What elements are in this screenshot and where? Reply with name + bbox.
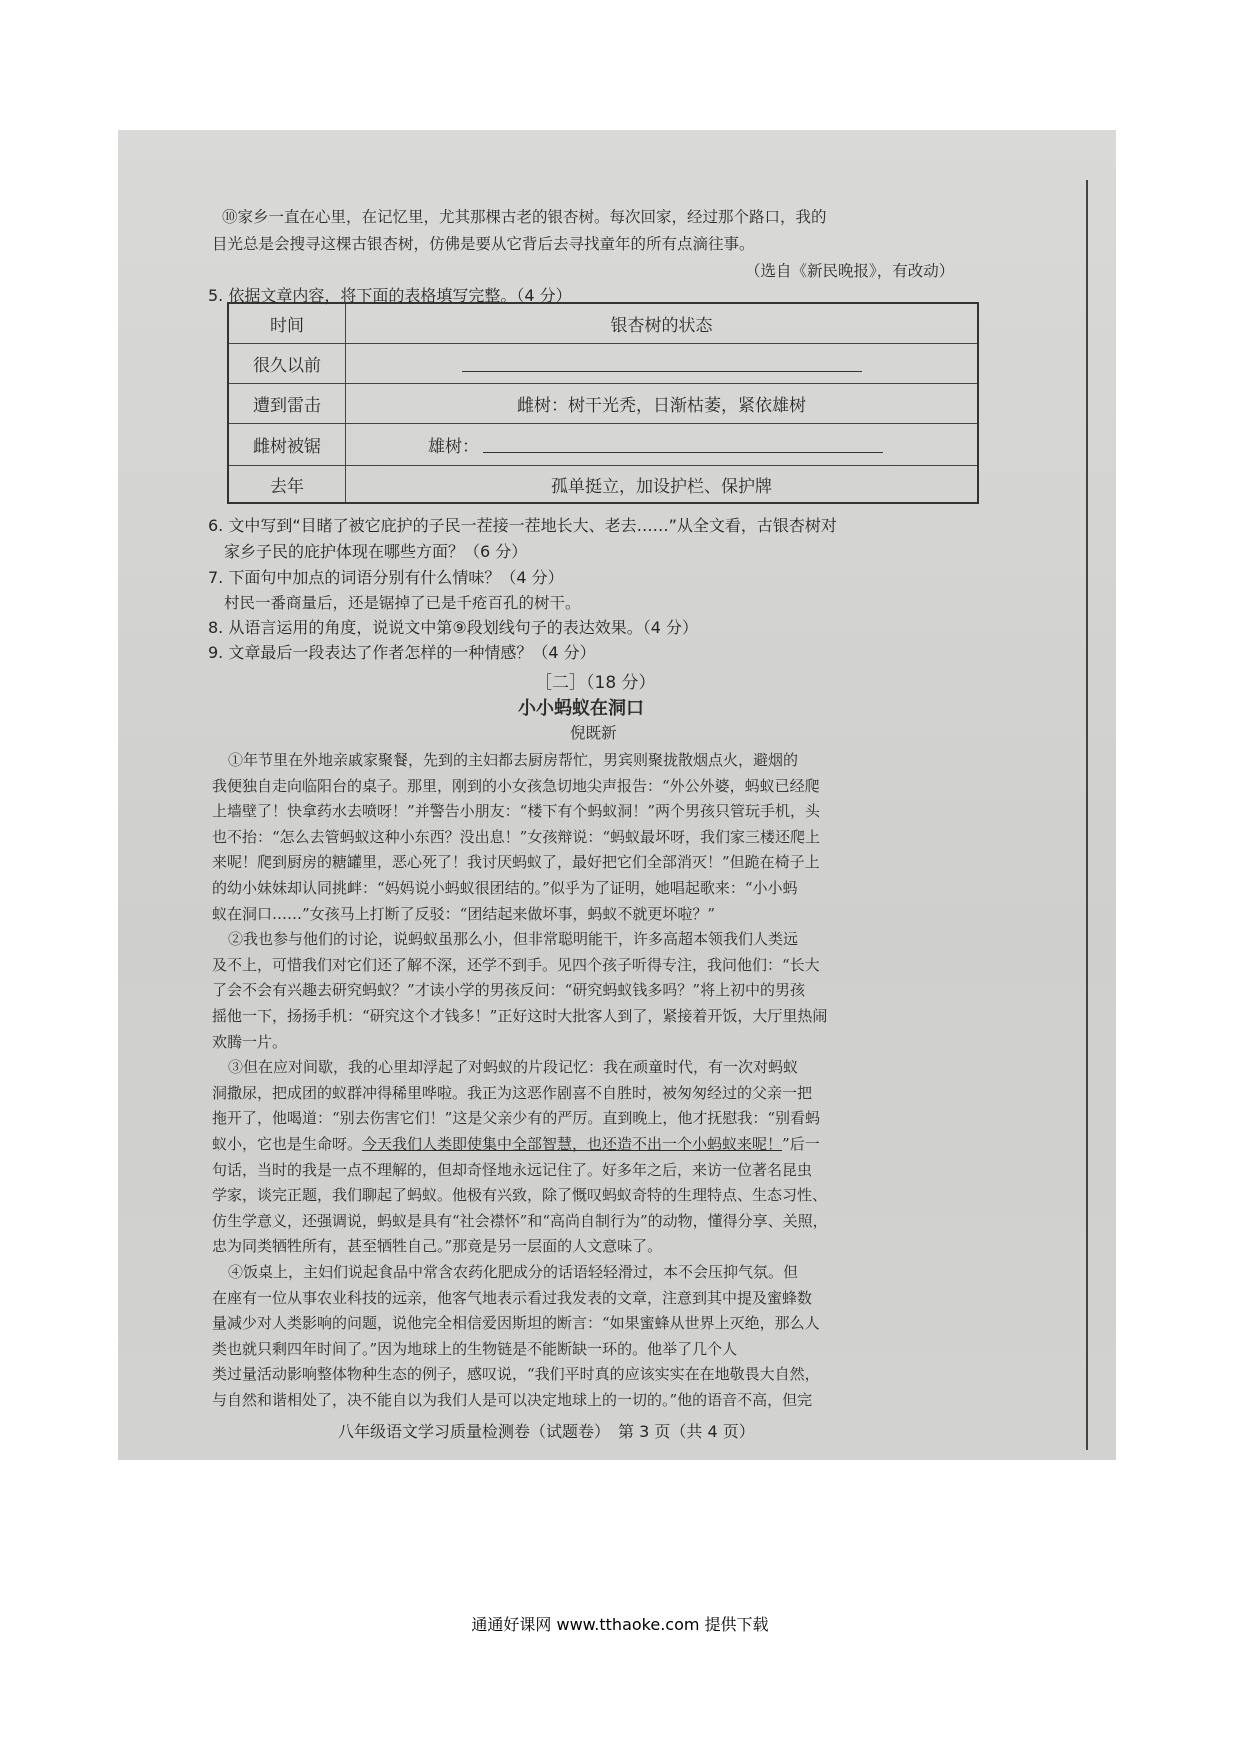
question-7: 7. 下面句中加点的词语分别有什么情味？（4 分）	[208, 568, 564, 587]
article-line: 蚁在洞口……”女孩马上打断了反驳：“团结起来做坏事，蚂蚁不就更坏啦？”	[212, 904, 716, 923]
row-time: 遭到雷击	[229, 384, 346, 423]
article-line: 来呢！爬到厨房的糖罐里，恶心死了！我讨厌蚂蚁了，最好把它们全部消灭！”但跪在椅子上	[212, 853, 820, 872]
article-line: 也不抬：“怎么去管蚂蚁这种小东西？没出息！”女孩辩说：“蚂蚁最坏呀，我们家三楼还爬上	[212, 827, 821, 846]
row-time: 去年	[229, 466, 346, 502]
article-title: 小小蚂蚁在洞口	[518, 698, 644, 719]
article-line: 我便独自走向临阳台的桌子。那里，刚到的小女孩急切地尖声报告：“外公外婆，蚂蚁已经爬	[212, 776, 820, 795]
page-footer: 八年级语文学习质量检测卷（试题卷） 第 3 页（共 4 页）	[338, 1422, 755, 1441]
section-heading: ［二］（18 分）	[535, 673, 656, 693]
row-state: 雌树：树干光秃，日渐枯萎，紧依雄树	[517, 396, 806, 416]
source-note: （选自《新民晚报》，有改动）	[745, 262, 955, 280]
article-line: 摇他一下，扬扬手机：“研究这个才钱多！”正好这时大批客人到了，紧接着开饭，大厅里热闹	[212, 1007, 828, 1025]
article-line: ④饭桌上，主妇们说起食品中常含农药化肥成分的话语轻轻滑过，本不会压抑气氛。但	[228, 1263, 799, 1281]
row-state: 孤单挺立，加设护栏、保护牌	[551, 476, 772, 497]
header-time: 时间	[229, 304, 346, 343]
article-line: 的幼小妹妹却认同挑衅：“妈妈说小蚂蚁很团结的。”似乎为了证明，她唱起歌来：“小小蚂	[212, 879, 798, 897]
article-line: 类过量活动影响整体物种生态的例子，感叹说，“我们平时真的应该实实在在地敬畏大自然，	[212, 1365, 820, 1384]
article-line: 仿生学意义，还强调说，蚂蚁是具有“社会襟怀”和“高尚自制行为”的动物，懂得分享、关照，	[212, 1211, 828, 1230]
question-8: 8. 从语言运用的角度，说说文中第⑨段划线句子的表达效果。（4 分）	[208, 618, 698, 637]
para10-line1: ⑩家乡一直在心里，在记忆里，尤其那棵古老的银杏树。每次回家，经过那个路口，我的	[222, 208, 827, 226]
question-7-sentence: 村民一番商量后，还是锯掉了已是千疮百孔的树干。	[224, 594, 581, 612]
article-line: 类也就只剩四年时间了。”因为地球上的生物链是不能断缺一环的。他举了几个人	[212, 1339, 738, 1358]
table-header-row	[229, 304, 977, 344]
article-line: 学家，谈完正题，我们聊起了蚂蚁。他极有兴致，除了慨叹蚂蚁奇特的生理特点、生态习性、	[212, 1186, 828, 1205]
row-time: 雌树被锯	[229, 424, 346, 465]
question-9: 9. 文章最后一段表达了作者怎样的一种情感？（4 分）	[208, 643, 596, 662]
article-line: ③但在应对间歇，我的心里却浮起了对蚂蚁的片段记忆：我在顽童时代，有一次对蚂蚁	[228, 1058, 799, 1077]
page-edge-line	[1086, 180, 1088, 1450]
header-state: 银杏树的状态	[610, 316, 713, 336]
article-line: 与自然和谐相处了，决不能自以为我们人是可以决定地球上的一切的。”他的语音不高，但完	[212, 1391, 813, 1409]
article-line: 洞撒尿，把成团的蚁群冲得稀里哗啦。我正为这恶作剧喜不自胜时，被匆匆经过的父亲一把	[212, 1083, 813, 1102]
answer-blank[interactable]	[483, 436, 883, 453]
table-row	[229, 384, 977, 424]
article-line: 欢腾一片。	[212, 1032, 288, 1051]
row-state-blank[interactable]	[346, 344, 977, 383]
article-line: 忠为同类牺牲所有，甚至牺牲自己。”那竟是另一层面的人文意味了。	[212, 1237, 663, 1256]
tree-state-table	[227, 302, 979, 504]
article-line: 蚁小，它也是生命呀。今天我们人类即使集中全部智慧，也还造不出一个小蚂蚁来呢！”后一	[212, 1135, 820, 1153]
article-line: ①年节里在外地亲戚家聚餐，先到的主妇都去厨房帮忙，男宾则聚拢散烟点火，避烟的	[228, 751, 799, 769]
row-state	[346, 424, 977, 465]
question-5: 5. 依据文章内容，将下面的表格填写完整。（4 分）	[208, 286, 572, 305]
question-6-line2: 家乡子民的庇护体现在哪些方面？（6 分）	[224, 542, 528, 561]
table-row	[229, 344, 977, 384]
para10-line2: 目光总是会搜寻这棵古银杏树，仿佛是要从它背后去寻找童年的所有点滴往事。	[212, 235, 755, 253]
article-line: 及不上，可惜我们对它们还了解不深，还学不到手。见四个孩子听得专注，我问他们：“长大	[212, 955, 820, 974]
article-line: 上墙壁了！快拿药水去喷呀！”并警告小朋友：“楼下有个蚂蚁洞！”两个男孩只管玩手机，头	[212, 802, 821, 821]
underlined-sentence: 今天我们人类即使集中全部智慧，也还造不出一个小蚂蚁来呢！	[362, 1135, 783, 1153]
row-state-label: 雄树：	[428, 437, 479, 457]
article-author: 倪既新	[570, 724, 617, 742]
article-line: 拖开了，他喝道：“别去伤害它们！”这是父亲少有的严厉。直到晚上，他才抚慰我：“别看蚂	[212, 1109, 821, 1128]
article-line: 量减少对人类影响的问题，说他完全相信爱因斯坦的断言：“如果蜜蜂从世界上灭绝，那么人	[212, 1314, 820, 1333]
table-row	[229, 424, 977, 466]
question-6-line1: 6. 文中写到“目睹了被它庇护的子民一茬接一茬地长大、老去……”从全文看，古银杏树对	[208, 516, 837, 535]
table-row	[229, 466, 977, 502]
article-line: 句话，当时的我是一点不理解的，但却奇怪地永远记住了。好多年之后，来访一位著名昆虫	[212, 1160, 813, 1179]
article-line: 了会不会有兴趣去研究蚂蚁？”才读小学的男孩反问：“研究蚂蚁钱多吗？”将上初中的男孩	[212, 981, 806, 1000]
article-line: ②我也参与他们的讨论，说蚂蚁虽那么小，但非常聪明能干，许多高超本领我们人类远	[228, 930, 799, 949]
answer-blank[interactable]	[462, 355, 862, 372]
site-footer: 通通好课网 www.tthaoke.com 提供下载	[471, 1615, 769, 1634]
article-line: 在座有一位从事农业科技的远亲，他客气地表示看过我发表的文章，注意到其中提及蜜蜂数	[212, 1288, 813, 1307]
row-time: 很久以前	[229, 344, 346, 383]
